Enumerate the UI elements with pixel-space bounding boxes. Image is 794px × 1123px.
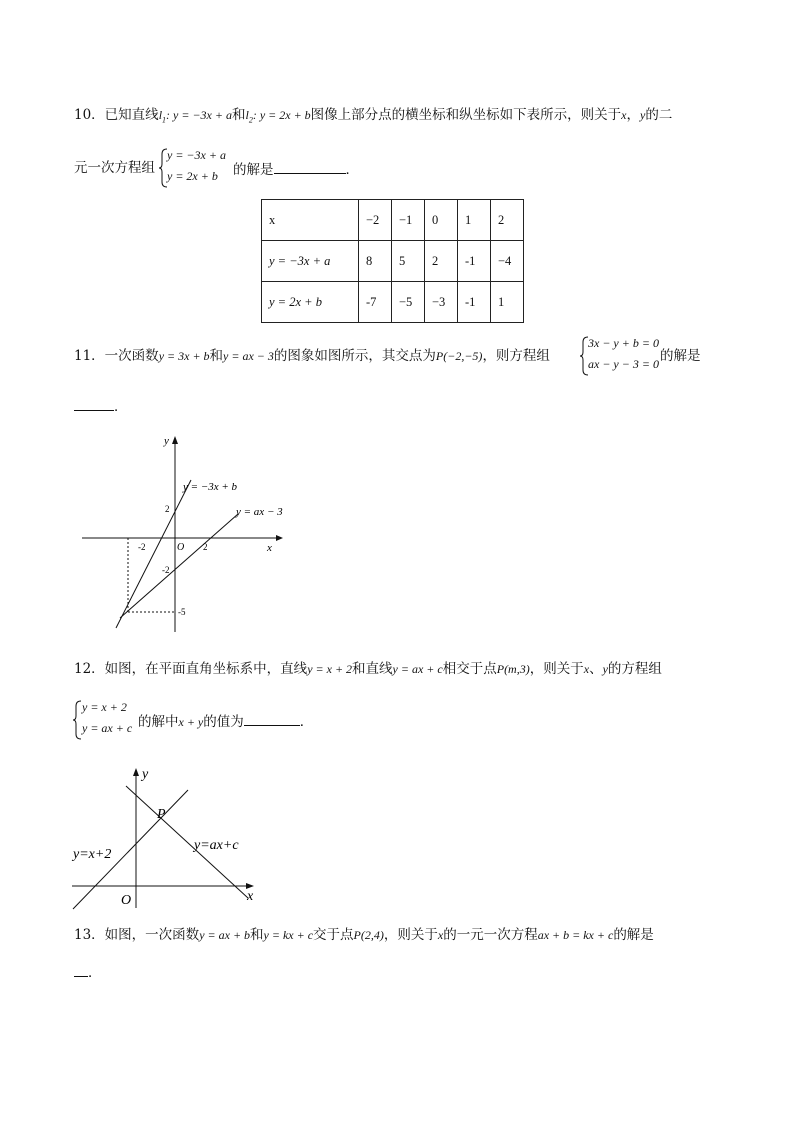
q10-intro-text: 10．已知直线 bbox=[74, 107, 159, 123]
q13-var-x: x bbox=[437, 928, 444, 942]
q13-answer-blank[interactable] bbox=[74, 962, 88, 977]
origin-label: O bbox=[121, 893, 132, 908]
q12-answer-text2: 的值为 bbox=[203, 714, 244, 730]
q11-func2: y = ax − 3 bbox=[223, 349, 274, 363]
tick-label: 2 bbox=[165, 504, 170, 514]
q10-period: ． bbox=[345, 162, 359, 178]
q12-func2: y = ax + c bbox=[392, 662, 443, 676]
line-2-label: y=ax+c bbox=[194, 838, 239, 853]
tick-label: -2 bbox=[162, 565, 170, 575]
q13-equation: ax + b = kx + c bbox=[537, 928, 614, 942]
q12-body-text: 相交于点 bbox=[442, 661, 497, 677]
q10-answer-blank[interactable] bbox=[274, 159, 346, 174]
q13-intro-text: 13．如图，一次函数 bbox=[74, 927, 200, 943]
q10-line-end: 的二 bbox=[645, 107, 673, 123]
q12-answer-blank[interactable] bbox=[244, 711, 300, 726]
table-header-cell: −1 bbox=[392, 200, 425, 241]
x-axis-arrow-icon bbox=[276, 535, 283, 541]
y-axis-label: y bbox=[164, 435, 169, 447]
line-1-label: y = −3x + b bbox=[183, 481, 238, 493]
q13-period: ． bbox=[88, 965, 102, 981]
q13-answer-line bbox=[74, 962, 102, 982]
q12-sys-eq2: y = ax + c bbox=[82, 721, 133, 735]
table-cell: y = 2x + b bbox=[262, 282, 359, 323]
table-cell: 5 bbox=[392, 241, 425, 282]
table-header-cell: 1 bbox=[458, 200, 491, 241]
table-row bbox=[262, 282, 524, 323]
origin-label: O bbox=[177, 542, 185, 553]
q10-line1 bbox=[74, 106, 672, 129]
q12-body-text3: 的方程组 bbox=[607, 661, 662, 677]
line-1-label: y=x+2 bbox=[73, 847, 112, 862]
line-2-label: y = ax − 3 bbox=[236, 506, 283, 518]
q13-body-text3: 的一元一次方程 bbox=[443, 927, 538, 943]
q10-answer-line bbox=[233, 159, 359, 179]
x-axis-label: x bbox=[247, 889, 254, 904]
table-cell: -1 bbox=[458, 282, 491, 323]
q10-line2 bbox=[74, 159, 155, 177]
q10-sep: ， bbox=[626, 107, 640, 123]
q11-graph bbox=[80, 432, 295, 637]
q12-period: ． bbox=[299, 714, 314, 730]
q12-and: 和直线 bbox=[352, 661, 393, 677]
line-1 bbox=[116, 480, 191, 628]
q11-body-text: 的图象如图所示，其交点为 bbox=[273, 348, 436, 364]
q10-l2-label: $l_2$: y = 2x + b bbox=[245, 108, 311, 125]
table-cell: −3 bbox=[425, 282, 458, 323]
q11-period: ． bbox=[114, 399, 128, 415]
table-header-cell: 2 bbox=[491, 200, 524, 241]
q12-sys-eq1: y = x + 2 bbox=[82, 700, 127, 714]
q10-line2-text: 元一次方程组 bbox=[74, 160, 155, 176]
table-cell: 8 bbox=[359, 241, 392, 282]
q12-graph bbox=[60, 762, 270, 912]
q10-answer-text: 的解是 bbox=[233, 162, 274, 178]
q11-func1: y = 3x + b bbox=[158, 349, 210, 363]
q10-l1-label: $l_1$: y = −3x + a bbox=[158, 108, 232, 125]
table-header-cell: 0 bbox=[425, 200, 458, 241]
q10-value-table bbox=[261, 199, 524, 323]
q13-point: P(2,4) bbox=[353, 928, 384, 942]
q10-sys-eq1: y = −3x + a bbox=[167, 148, 226, 162]
table-cell: y = −3x + a bbox=[262, 241, 359, 282]
q12-expr: x + y bbox=[178, 715, 204, 729]
q11-sys-eq1: 3x − y + b = 0 bbox=[588, 336, 659, 350]
q13-line1 bbox=[74, 926, 654, 944]
q12-point: P(m,3) bbox=[496, 662, 530, 676]
q12-func1: y = x + 2 bbox=[307, 662, 353, 676]
q12-intro-text: 12．如图，在平面直角坐标系中，直线 bbox=[74, 661, 308, 677]
point-label: P bbox=[157, 807, 166, 822]
line-2 bbox=[120, 514, 238, 618]
q10-var-y: y bbox=[640, 108, 646, 122]
q11-and: 和 bbox=[209, 348, 224, 364]
table-cell: 2 bbox=[425, 241, 458, 282]
q11-answer-line bbox=[74, 396, 128, 416]
q11-post: 的解是 bbox=[660, 348, 701, 364]
q13-func1: y = ax + b bbox=[199, 928, 251, 942]
q11-answer-blank[interactable] bbox=[74, 396, 114, 411]
table-row bbox=[262, 241, 524, 282]
q10-and-text: 和 bbox=[231, 107, 246, 123]
table-cell: -7 bbox=[359, 282, 392, 323]
q12-answer-text: 的解中 bbox=[138, 714, 179, 730]
q12-var-y: y bbox=[602, 662, 608, 676]
q11-line1 bbox=[74, 347, 550, 365]
table-cell: −5 bbox=[392, 282, 425, 323]
tick-label: -5 bbox=[178, 607, 186, 617]
q10-sys-eq2: y = 2x + b bbox=[167, 169, 218, 183]
q13-answer-text: 的解是 bbox=[613, 927, 654, 943]
x-axis-label: x bbox=[267, 542, 272, 554]
q13-body-text: 交于点 bbox=[313, 927, 354, 943]
q12-line1 bbox=[74, 660, 662, 678]
q11-sys-eq2: ax − y − 3 = 0 bbox=[588, 357, 659, 371]
q12-brace bbox=[72, 700, 82, 740]
q12-body-text2: ，则关于 bbox=[529, 661, 584, 677]
tick-label: -2 bbox=[138, 542, 146, 552]
q11-intro-text: 11．一次函数 bbox=[74, 348, 159, 364]
q13-and: 和 bbox=[250, 927, 264, 943]
table-header-cell: x bbox=[262, 200, 359, 241]
y-axis-label: y bbox=[142, 767, 149, 782]
q13-func2: y = kx + c bbox=[263, 928, 314, 942]
y-axis-arrow-icon bbox=[172, 436, 178, 444]
table-header-cell: −2 bbox=[359, 200, 392, 241]
table-row bbox=[262, 200, 524, 241]
tick-label: 2 bbox=[203, 542, 208, 552]
table-cell: -1 bbox=[458, 241, 491, 282]
q12-dun: 、 bbox=[589, 661, 603, 677]
y-axis-arrow-icon bbox=[133, 768, 139, 776]
q12-var-x: x bbox=[583, 662, 590, 676]
q10-var-x: x bbox=[621, 108, 627, 122]
q10-body-text: 图像上部分点的横坐标和纵坐标如下表所示，则关于 bbox=[310, 107, 622, 123]
q12-answer-line bbox=[138, 711, 313, 731]
q11-point: P(−2,−5) bbox=[435, 349, 483, 363]
table-cell: −4 bbox=[491, 241, 524, 282]
q11-body-text2: ，则方程组 bbox=[482, 348, 550, 364]
q13-body-text2: ，则关于 bbox=[383, 927, 438, 943]
table-cell: 1 bbox=[491, 282, 524, 323]
